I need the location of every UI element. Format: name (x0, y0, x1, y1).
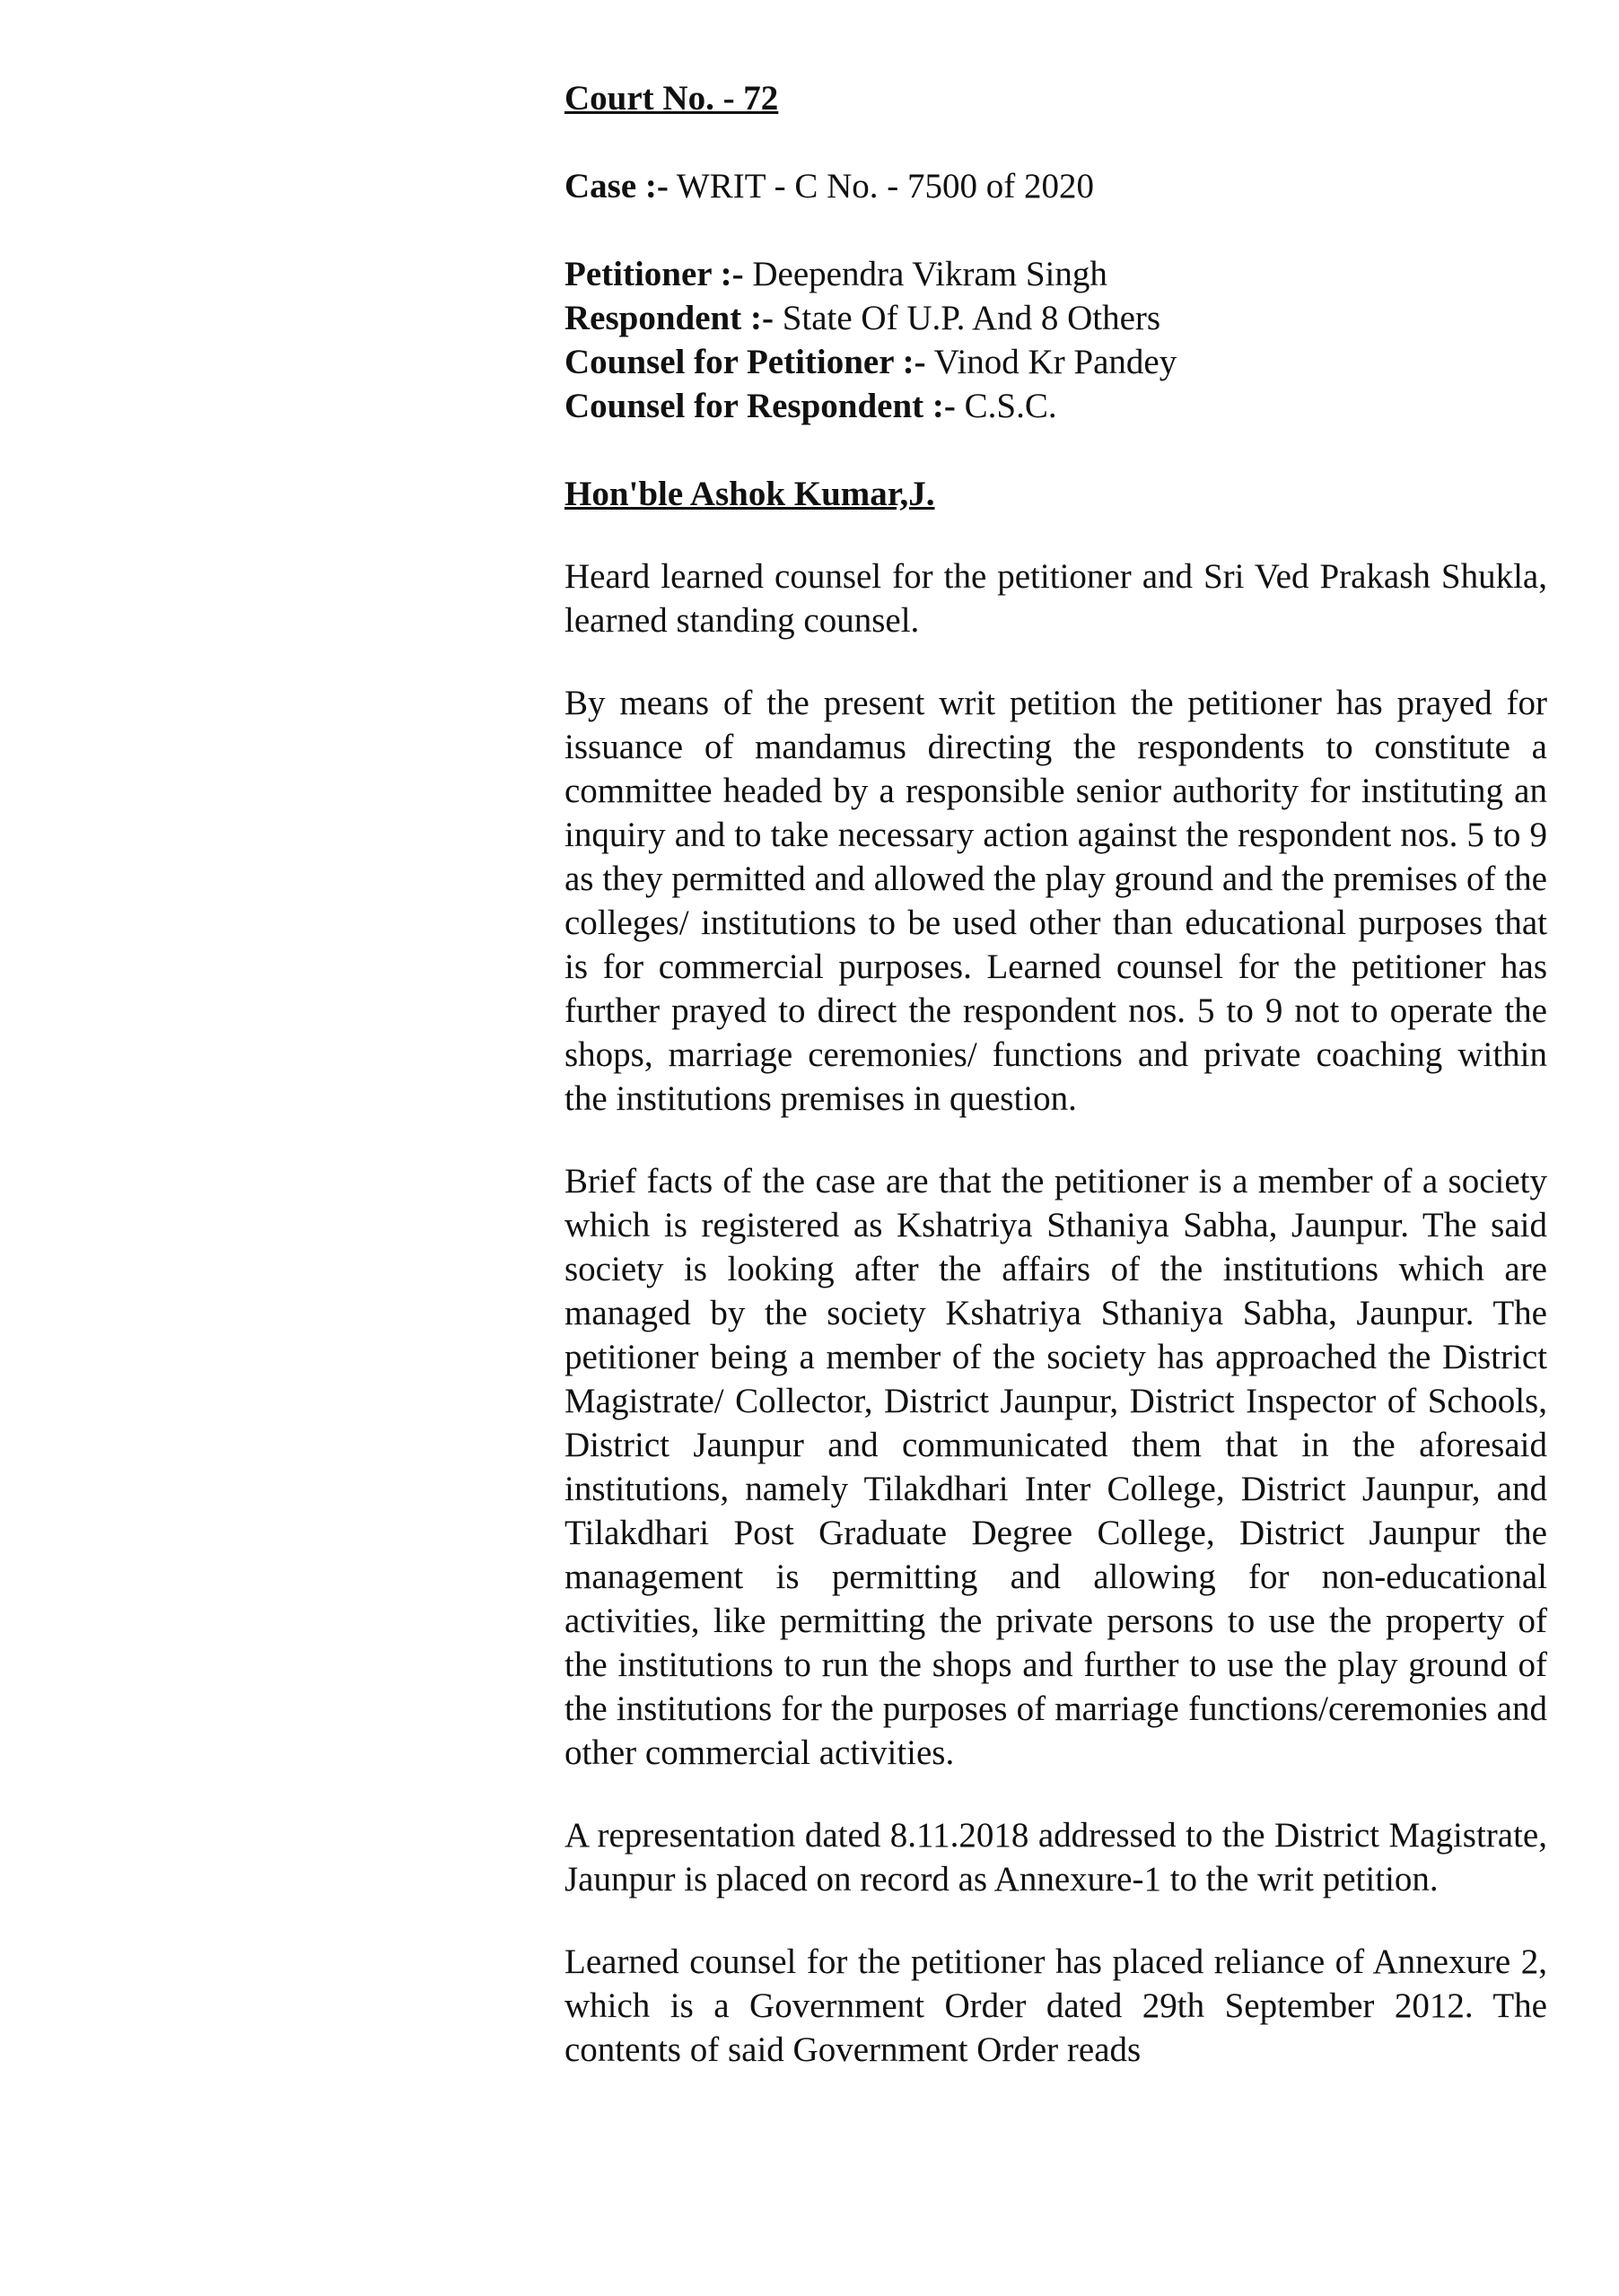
respondent-value: State Of U.P. And 8 Others (773, 299, 1161, 337)
respondent-line (564, 296, 1547, 340)
petitioner-value: Deependra Vikram Singh (743, 255, 1107, 293)
respondent-counsel-value: C.S.C. (955, 387, 1057, 425)
respondent-label: Respondent :- (564, 299, 774, 337)
petitioner-counsel-value: Vinod Kr Pandey (925, 343, 1177, 381)
petitioner-label: Petitioner :- (564, 255, 744, 293)
petitioner-counsel-line (564, 340, 1547, 384)
paragraph-representation: A representation dated 8.11.2018 addressed to the District Magistrate, Jaunpur is placed on record as Annexure-1 to the writ petition. (564, 1816, 1547, 1899)
case-value: WRIT - C No. - 7500 of 2020 (668, 167, 1095, 205)
judgment-page (564, 76, 1547, 2072)
petitioner-line (564, 252, 1547, 296)
case-label: Case :- (564, 167, 669, 205)
respondent-counsel-line (564, 384, 1547, 428)
petitioner-counsel-label: Counsel for Petitioner :- (564, 343, 926, 381)
paragraph-heard: Heard learned counsel for the petitioner and Sri Ved Prakash Shukla, learned standing counsel. (564, 557, 1547, 640)
court-number: Court No. - 72 (564, 79, 779, 118)
parties-block (564, 252, 1547, 428)
paragraph-prayer: By means of the present writ petition the petitioner has prayed for issuance of mandamus directing the respondents to constitute a committee headed by a responsible senior authority for instituting an inquiry and to take necessary action against the respondent nos. 5 to 9 as they permitted and allowed the play ground and the premises of the colleges/ institutions to be used other than educational purposes that is for commercial purposes. Learned counsel for the petitioner has further prayed to direct the respondent nos. 5 to 9 not to operate the shops, marriage ceremonies/ functions and private coaching within the institutions premises in question. (564, 684, 1547, 1118)
respondent-counsel-label: Counsel for Respondent :- (564, 387, 956, 425)
case-line (564, 164, 1547, 208)
judge-name: Hon'ble Ashok Kumar,J. (564, 475, 935, 513)
paragraph-reliance: Learned counsel for the petitioner has placed reliance of Annexure 2, which is a Government Order dated 29th September 2012. The contents of said Government Order reads (564, 1942, 1547, 2069)
paragraph-facts: Brief facts of the case are that the petitioner is a member of a society which is registered as Kshatriya Sthaniya Sabha, Jaunpur. The said society is looking after the affairs of the institutions which are managed by the society Kshatriya Sthaniya Sabha, Jaunpur. The petitioner being a member of the society has approached the District Magistrate/ Collector, District Jaunpur, District Inspector of Schools, District Jaunpur and communicated them that in the aforesaid institutions, namely Tilakdhari Inter College, District Jaunpur, and Tilakdhari Post Graduate Degree College, District Jaunpur the management is permitting and allowing for non-educational activities, like permitting the private persons to use the property of the institutions to run the shops and further to use the play ground of the institutions for the purposes of marriage functions/ceremonies and other commercial activities. (564, 1162, 1547, 1772)
